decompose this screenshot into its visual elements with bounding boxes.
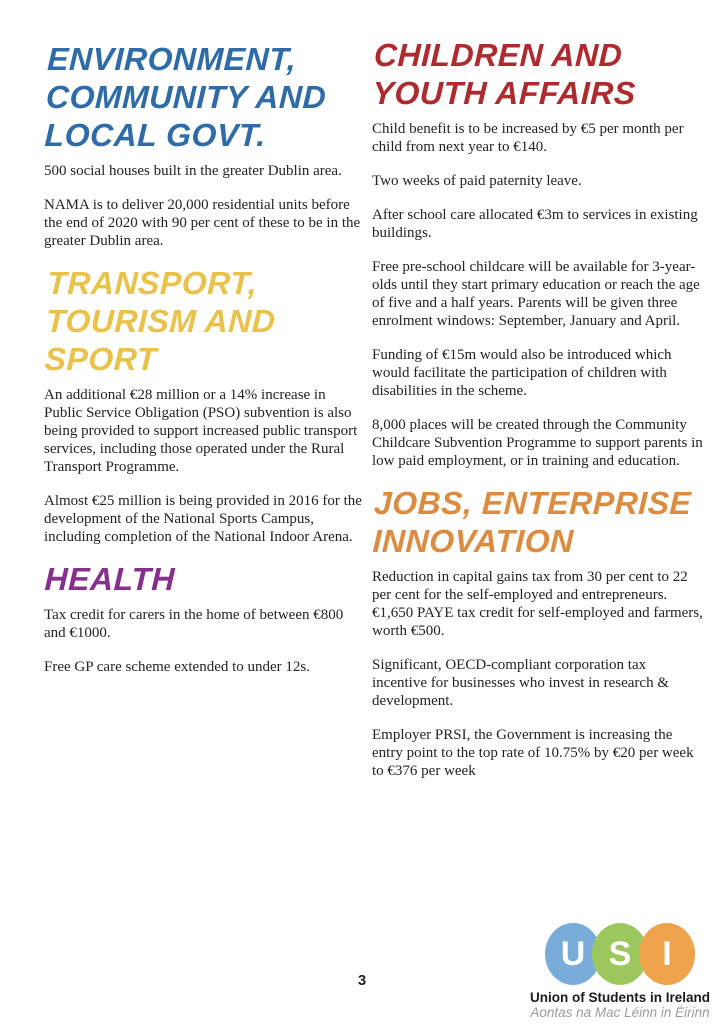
logo-name-english: Union of Students in Ireland bbox=[530, 990, 710, 1005]
paragraph: Child benefit is to be increased by €5 per month per child from next year to €140. bbox=[372, 121, 684, 155]
usi-logo-circle-u-icon: U bbox=[545, 923, 601, 985]
usi-logo-circles bbox=[526, 922, 714, 986]
paragraph: Almost €25 million is being provided in 2016 for the development of the National Sports Campus, including completion of the National Indoor Arena. bbox=[44, 493, 362, 545]
usi-logo-circle-s-icon: S bbox=[592, 923, 648, 985]
paragraph: Significant, OECD-compliant corporation tax incentive for businesses who invest in research & development. bbox=[372, 657, 670, 709]
section-title-health: HEALTH bbox=[44, 561, 176, 597]
section-health bbox=[44, 560, 362, 676]
section-title-children-youth-affairs: CHILDREN AND YOUTH AFFAIRS bbox=[372, 37, 637, 111]
paragraph: NAMA is to deliver 20,000 residential units before the end of 2020 with 90 per cent of these to be in the greater Dublin area. bbox=[44, 197, 361, 249]
paragraph: Free GP care scheme extended to under 12s. bbox=[44, 659, 311, 675]
paragraph: Funding of €15m would also be introduced which would facilitate the participation of children with disabilities in the scheme. bbox=[372, 347, 672, 399]
paragraph: Two weeks of paid paternity leave. bbox=[372, 173, 582, 189]
section-transport bbox=[44, 264, 362, 546]
paragraph: 500 social houses built in the greater Dublin area. bbox=[44, 163, 342, 179]
paragraph: After school care allocated €3m to services in existing buildings. bbox=[372, 207, 698, 241]
section-title-environment: ENVIRONMENT, COMMUNITY AND LOCAL GOVT. bbox=[44, 41, 327, 153]
left-column bbox=[44, 40, 362, 676]
usi-logo-circle-i-icon: I bbox=[639, 923, 695, 985]
section-title-jobs-enterprise-innovation: JOBS, ENTERPRISE INNOVATION bbox=[372, 485, 693, 559]
paragraph: 8,000 places will be created through the Community Childcare Subvention Programme to support parents in low paid employment, or in training and education. bbox=[372, 417, 703, 469]
logo-name-irish: Aontas na Mac Léinn in Éirinn bbox=[530, 1005, 710, 1020]
paragraph: Employer PRSI, the Government is increasing the entry point to the top rate of 10.75% by €20 per week to €376 per week bbox=[372, 727, 694, 779]
section-jobs-enterprise-innovation bbox=[372, 484, 704, 780]
page-number: 3 bbox=[357, 972, 367, 989]
paragraph: Reduction in capital gains tax from 30 per cent to 22 per cent for the self-employed and entrepreneurs. €1,650 PAYE tax credit for self-employed and farmers, worth €500. bbox=[372, 569, 703, 639]
section-environment bbox=[44, 40, 362, 250]
section-children-youth-affairs bbox=[372, 36, 704, 470]
paragraph: Tax credit for carers in the home of between €800 and €1000. bbox=[44, 607, 344, 641]
section-title-transport: TRANSPORT, TOURISM AND SPORT bbox=[44, 265, 277, 377]
paragraph: An additional €28 million or a 14% increase in Public Service Obligation (PSO) subvention is also being provided to support increased public transport services, including those operated under the Rural Transport Programme. bbox=[44, 387, 358, 475]
usi-logo bbox=[526, 922, 714, 1020]
paragraph: Free pre-school childcare will be available for 3-year-olds until they start primary education or reach the age of five and a half years. Parents will be given three enrolment windows: September, January and April. bbox=[372, 259, 700, 329]
right-column bbox=[372, 36, 704, 780]
